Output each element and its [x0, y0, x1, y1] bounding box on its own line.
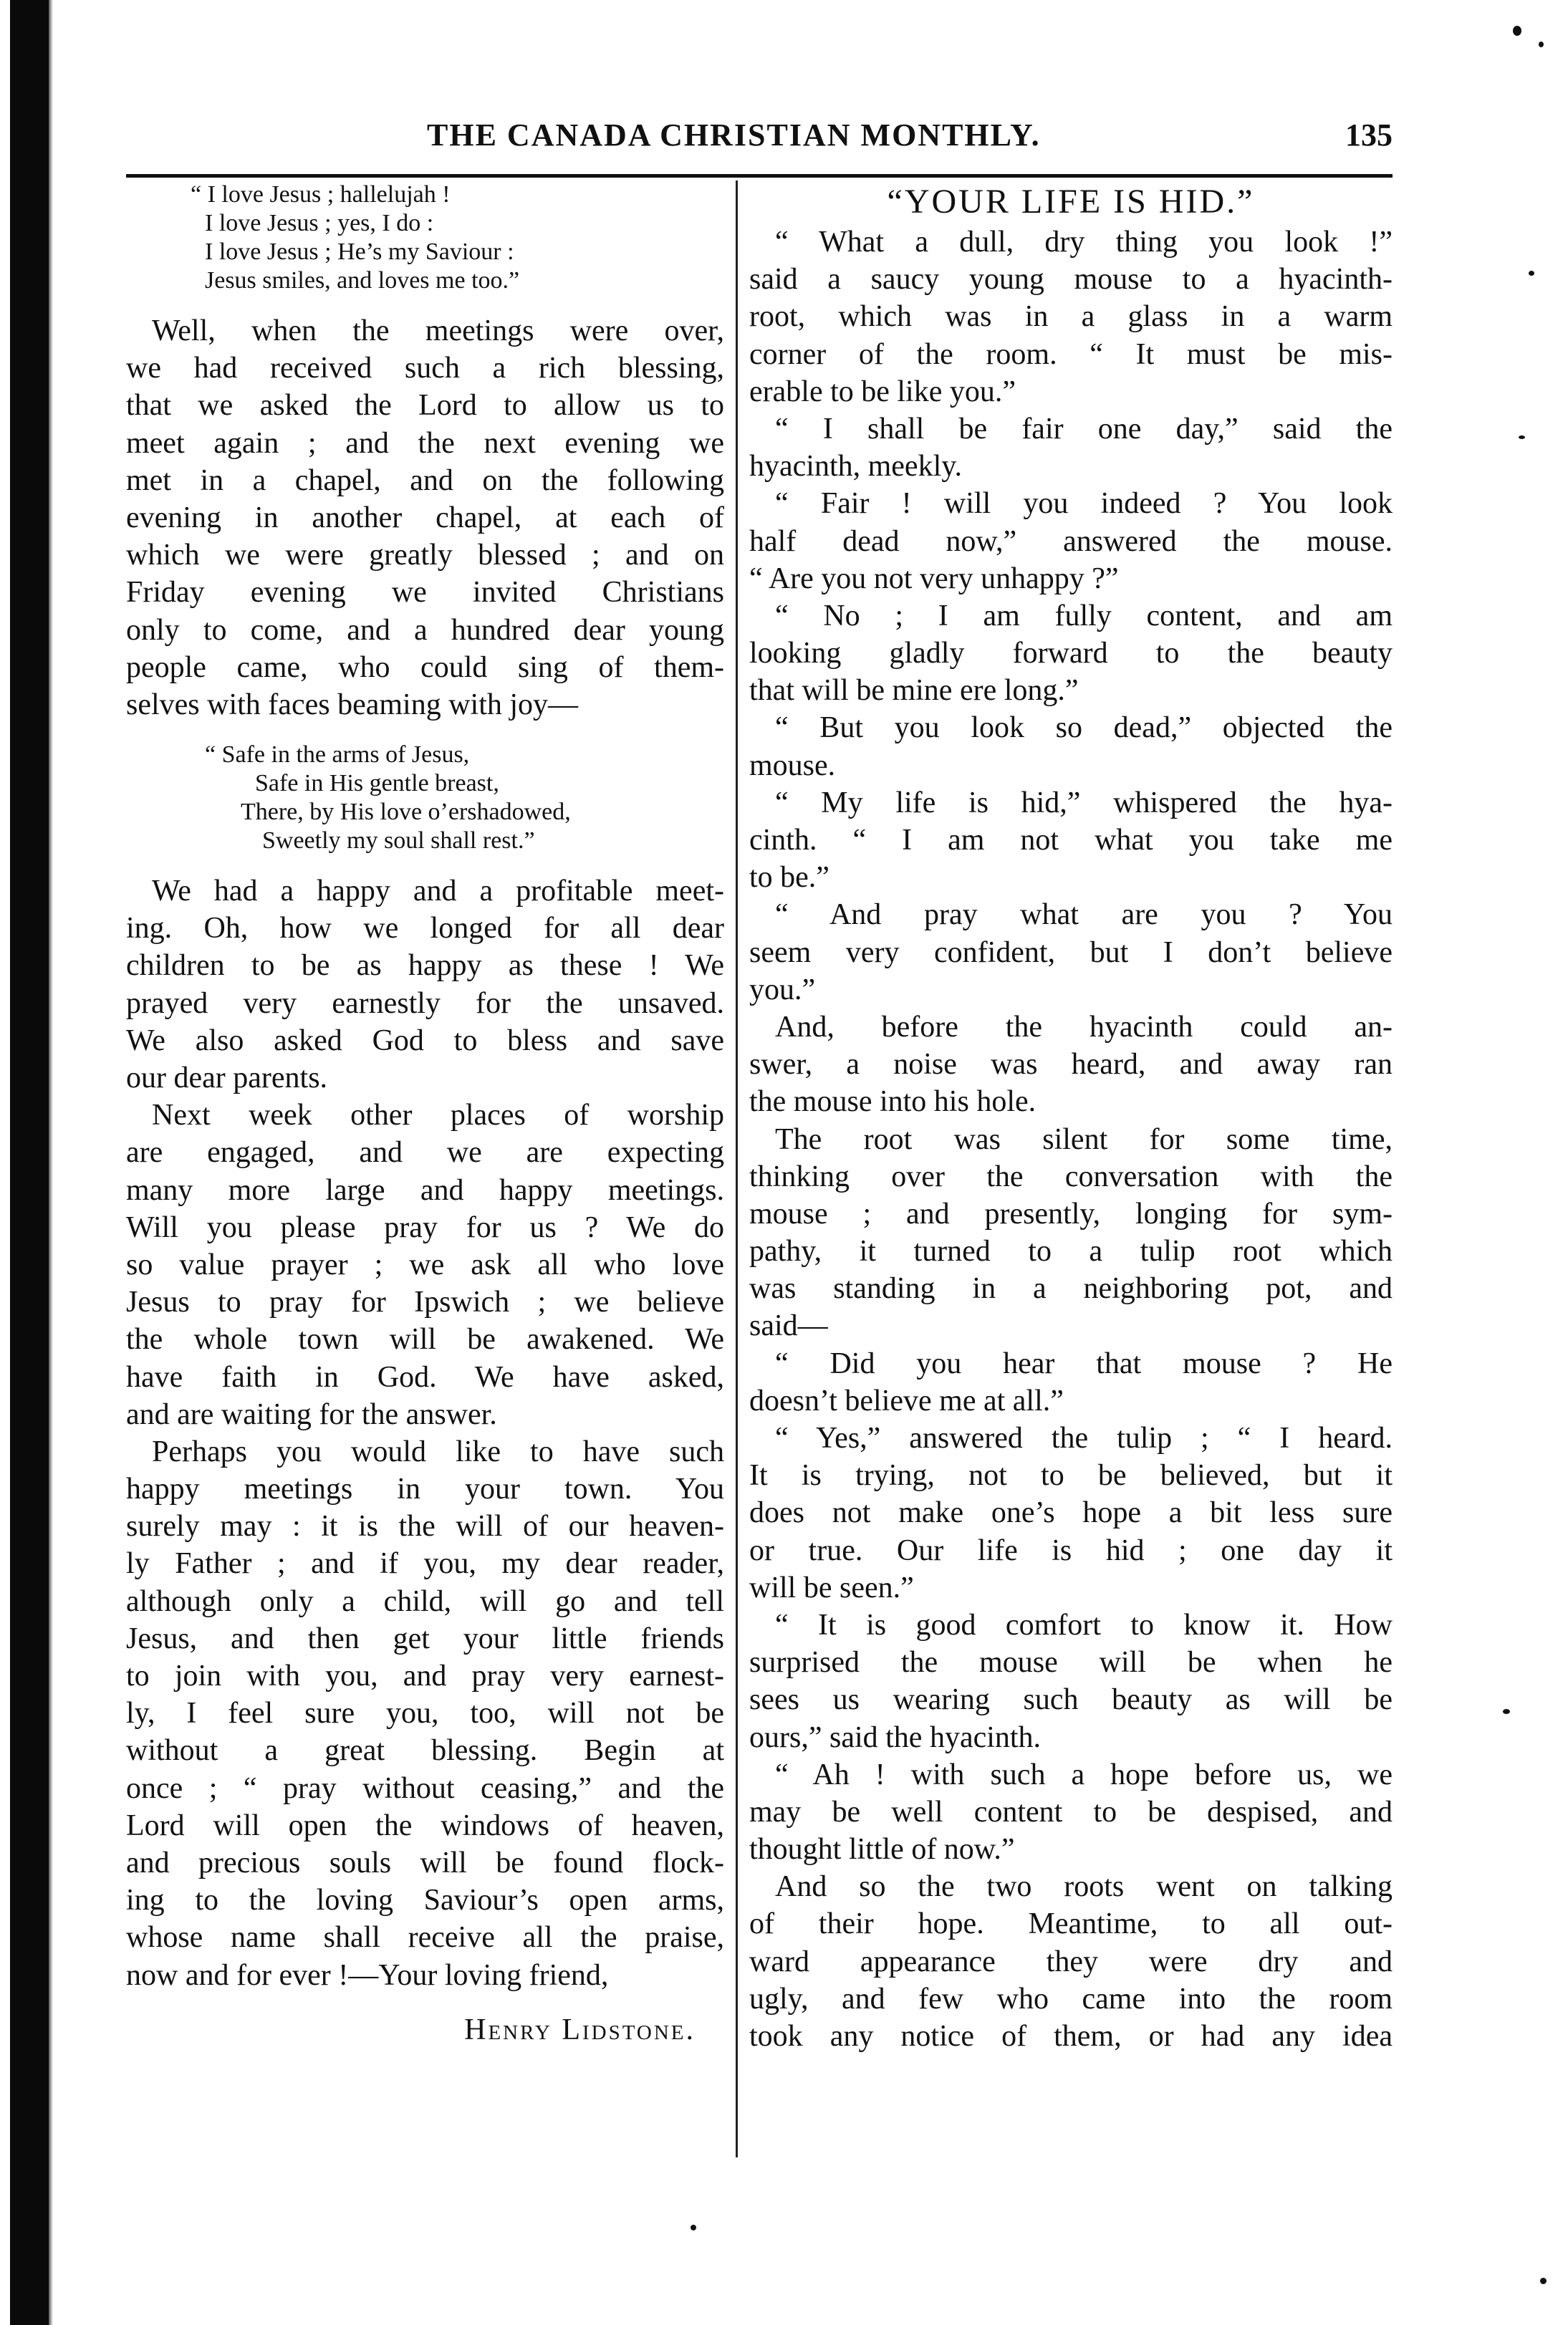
- paragraph-line: root, which was in a glass in a warm: [749, 300, 1393, 334]
- column-divider: [736, 180, 738, 2157]
- paragraph-line: Perhaps you would like to have such: [152, 1435, 724, 1468]
- paragraph-line: ours,” said the hyacinth.: [749, 1720, 1042, 1754]
- paragraph-line: said—: [749, 1309, 828, 1343]
- paragraph-line: that we asked the Lord to allow us to: [126, 389, 724, 423]
- paragraph-line: hyacinth, meekly.: [749, 450, 963, 483]
- scan-speck: [1540, 2278, 1547, 2284]
- paragraph-line: seem very confident, but I don’t believe: [749, 935, 1393, 969]
- paragraph-line: ing. Oh, how we longed for all dear: [126, 912, 724, 945]
- paragraph-line: prayed very earnestly for the unsaved.: [126, 986, 724, 1020]
- paragraph-line: Well, when the meetings were over,: [152, 314, 724, 347]
- paragraph-line: so value prayer ; we ask all who love: [126, 1248, 724, 1281]
- paragraph-line: was standing in a neighboring pot, and: [749, 1272, 1393, 1306]
- verse-line: I love Jesus ; yes, I do :: [205, 210, 434, 236]
- paragraph-line: that will be mine ere long.”: [749, 674, 1079, 708]
- paragraph-line: we had received such a rich blessing,: [126, 352, 724, 385]
- paragraph-line: surprised the mouse will be when he: [749, 1646, 1393, 1680]
- paragraph-line: Will you please pray for us ? We do: [126, 1210, 724, 1244]
- paragraph-gap: [126, 855, 724, 872]
- right-column: [749, 180, 1393, 2055]
- paragraph-line: took any notice of them, or had any idea: [749, 2020, 1393, 2053]
- paragraph-line: Jesus, and then get your little friends: [126, 1622, 724, 1655]
- paragraph-line: It is trying, not to be believed, but it: [749, 1459, 1393, 1493]
- paragraph-line: “ Ah ! with such a hope before us, we: [775, 1758, 1393, 1791]
- paragraph-line: doesn’t believe me at all.”: [749, 1384, 1064, 1417]
- paragraph-line: children to be as happy as these ! We: [126, 949, 724, 983]
- paragraph-line: are engaged, and we are expecting: [126, 1136, 724, 1170]
- verse-line: “ I love Jesus ; hallelujah !: [191, 181, 451, 208]
- paragraph-line: happy meetings in your town. You: [126, 1473, 724, 1506]
- paragraph-line: only to come, and a hundred dear young: [126, 613, 724, 647]
- paragraph-line: “ My life is hid,” whispered the hya-: [775, 786, 1393, 819]
- paragraph-line: whose name shall receive all the praise,: [126, 1921, 724, 1955]
- verse-line: Jesus smiles, and loves me too.”: [205, 267, 520, 294]
- paragraph-line: or true. Our life is hid ; one day it: [749, 1534, 1393, 1567]
- paragraph-line: “ No ; I am fully content, and am: [775, 599, 1393, 632]
- paragraph-line: and precious souls will be found flock-: [126, 1846, 724, 1879]
- paragraph-line: “ But you look so dead,” objected the: [775, 711, 1393, 745]
- paragraph-line: “ What a dull, dry thing you look !”: [775, 226, 1393, 259]
- paragraph-line: mouse.: [749, 748, 836, 782]
- paragraph-line: the whole town will be awakened. We: [126, 1323, 724, 1357]
- paragraph-line: The root was silent for some time,: [775, 1122, 1393, 1156]
- paragraph-line: sees us wearing such beauty as will be: [749, 1683, 1393, 1717]
- paragraph-line: “ Yes,” answered the tulip ; “ I heard.: [775, 1422, 1393, 1455]
- paragraph-line: to be.”: [749, 861, 829, 895]
- paragraph-line: corner of the room. “ It must be mis-: [749, 337, 1393, 371]
- scan-speck: [1513, 26, 1521, 36]
- paragraph-line: does not make one’s hope a bit less sure: [749, 1496, 1393, 1530]
- paragraph-line: ly Father ; and if you, my dear reader,: [126, 1547, 724, 1581]
- paragraph-line: may be well content to be despised, and: [749, 1795, 1393, 1829]
- paragraph-line: now and for ever !—Your loving friend,: [126, 1958, 609, 1992]
- paragraph-line: which we were greatly blessed ; and on: [126, 539, 724, 572]
- scan-speck: [691, 2225, 696, 2230]
- paragraph-line: cinth. “ I am not what you take me: [749, 824, 1393, 857]
- paragraph-line: “ It is good comfort to know it. How: [775, 1608, 1393, 1642]
- paragraph-line: erable to be like you.”: [749, 375, 1016, 408]
- paragraph-line: of their hope. Meantime, to all out-: [749, 1907, 1393, 1941]
- paragraph-line: “ I shall be fair one day,” said the: [775, 412, 1393, 446]
- paragraph-line: selves with faces beaming with joy—: [126, 688, 579, 721]
- scan-speck: [1503, 1709, 1510, 1714]
- paragraph-line: ugly, and few who came into the room: [749, 1982, 1393, 2016]
- paragraph-line: ward appearance they were dry and: [749, 1945, 1393, 1978]
- paragraph-line: Lord will open the windows of heaven,: [126, 1809, 724, 1842]
- paragraph-line: mouse ; and presently, longing for sym-: [749, 1197, 1393, 1231]
- paragraph-line: people came, who could sing of them-: [126, 650, 724, 684]
- verse-line: “ Safe in the arms of Jesus,: [205, 741, 470, 769]
- paragraph-line: thought little of now.”: [749, 1833, 1015, 1867]
- paragraph-line: thinking over the conversation with the: [749, 1160, 1393, 1193]
- scan-speck: [1529, 271, 1534, 276]
- signature: Henry Lidstone.: [464, 2013, 696, 2046]
- paragraph-line: ly, I feel sure you, too, will not be: [126, 1697, 724, 1730]
- page-number: 135: [1345, 117, 1393, 153]
- page-header: [126, 111, 1393, 171]
- paragraph-line: “ Fair ! will you indeed ? You look: [775, 487, 1393, 521]
- paragraph-line: Next week other places of worship: [152, 1099, 724, 1132]
- paragraph-line: We had a happy and a profitable meet-: [152, 875, 724, 908]
- paragraph-line: although only a child, will go and tell: [126, 1584, 724, 1618]
- paragraph-line: half dead now,” answered the mouse.: [749, 524, 1393, 558]
- running-title: THE CANADA CHRISTIAN MONTHLY.: [427, 117, 1041, 153]
- paragraph-line: without a great blessing. Begin at: [126, 1734, 724, 1768]
- paragraph-gap: [126, 723, 724, 741]
- paragraph-line: And so the two roots went on talking: [775, 1870, 1393, 1904]
- paragraph-gap: [126, 295, 724, 312]
- verse-line: I love Jesus ; He’s my Saviour :: [205, 239, 514, 265]
- paragraph-line: We also asked God to bless and save: [126, 1024, 724, 1057]
- book-binding-edge: [10, 0, 49, 2325]
- paragraph-line: And, before the hyacinth could an-: [775, 1010, 1393, 1044]
- paragraph-line: and are waiting for the answer.: [126, 1397, 497, 1431]
- verse-line: Safe in His gentle breast,: [255, 770, 499, 797]
- paragraph-line: our dear parents.: [126, 1062, 328, 1094]
- paragraph-line: many more large and happy meetings.: [126, 1173, 724, 1207]
- paragraph-line: have faith in God. We have asked,: [126, 1360, 724, 1394]
- article-title: “YOUR LIFE IS HID.”: [887, 183, 1255, 221]
- paragraph-line: evening in another chapel, at each of: [126, 501, 724, 534]
- paragraph-line: meet again ; and the next evening we: [126, 426, 724, 460]
- paragraph-line: Jesus to pray for Ipswich ; we believe: [126, 1286, 724, 1319]
- scan-speck: [1539, 42, 1544, 47]
- paragraph-line: “ And pray what are you ? You: [775, 898, 1393, 932]
- verse-line: Sweetly my soul shall rest.”: [262, 827, 535, 855]
- paragraph-line: the mouse into his hole.: [749, 1085, 1036, 1119]
- paragraph-line: “ Did you hear that mouse ? He: [775, 1347, 1393, 1380]
- paragraph-line: met in a chapel, and on the following: [126, 463, 724, 497]
- paragraph-line: you.”: [749, 973, 816, 1006]
- paragraph-line: ing to the loving Saviour’s open arms,: [126, 1884, 724, 1917]
- paragraph-line: Friday evening we invited Christians: [126, 576, 724, 610]
- paragraph-line: will be seen.”: [749, 1571, 914, 1604]
- paragraph-line: once ; “ pray without ceasing,” and the: [126, 1771, 724, 1805]
- paragraph-gap: [126, 1994, 724, 2011]
- paragraph-line: to join with you, and pray very earnest-: [126, 1660, 724, 1693]
- scan-speck: [1519, 435, 1525, 439]
- paragraph-line: pathy, it turned to a tulip root which: [749, 1235, 1393, 1269]
- paragraph-line: surely may : it is the will of our heaven-: [126, 1510, 724, 1544]
- paragraph-line: “ Are you not very unhappy ?”: [749, 562, 1119, 595]
- header-rule: [126, 174, 1393, 178]
- paragraph-line: swer, a noise was heard, and away ran: [749, 1048, 1393, 1082]
- paragraph-line: said a saucy young mouse to a hyacinth-: [749, 263, 1393, 297]
- left-column: [126, 180, 724, 2049]
- verse-line: There, by His love o’ershadowed,: [241, 799, 571, 826]
- paragraph-line: looking gladly forward to the beauty: [749, 637, 1393, 670]
